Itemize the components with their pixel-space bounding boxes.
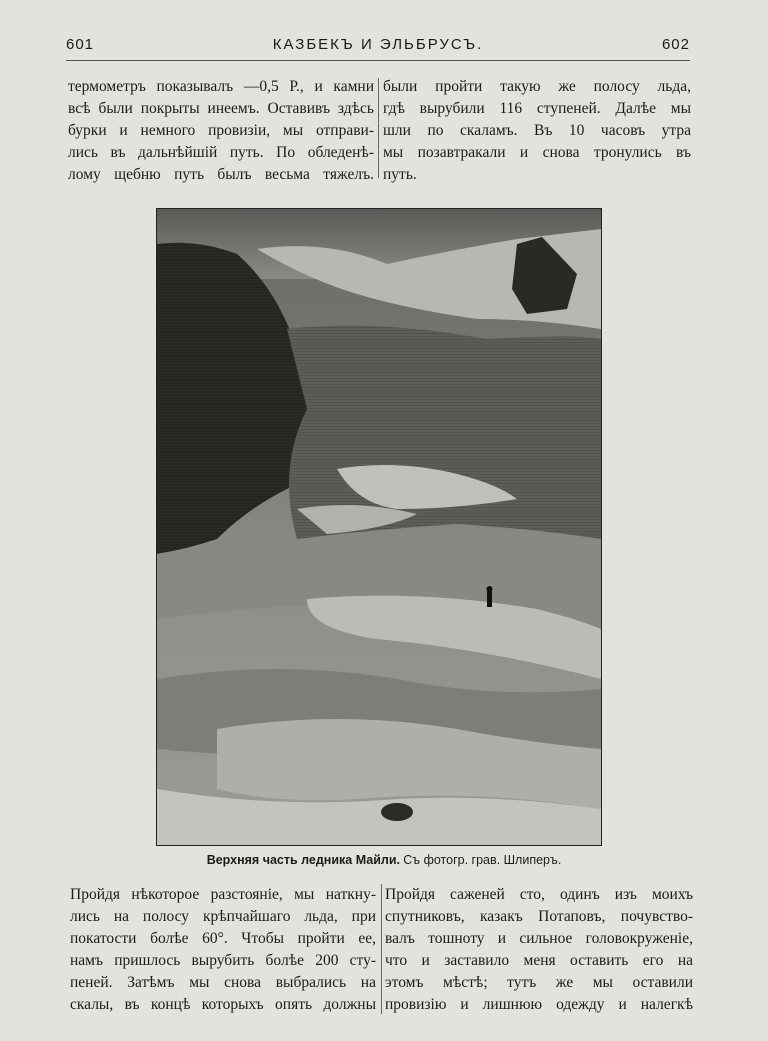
figure-caption — [0, 852, 768, 868]
text-line: намъ пришлось вырубить болѣе 200 сту- — [70, 952, 376, 969]
text-line: были пройти такую же полосу льда, — [383, 78, 691, 95]
text-column-top-right — [383, 76, 691, 186]
column-divider — [378, 78, 379, 178]
text-line: мы позавтракали и снова тронулись въ — [383, 144, 691, 161]
text-line: пеней. Затѣмъ мы снова выбрались на — [70, 974, 376, 991]
caption-title: Верхняя часть ледника Майли. — [206, 853, 401, 867]
text-line: термометръ показывалъ —0,5 Р., и камни — [68, 78, 374, 95]
caption-credit: Съ фотогр. грав. Шлиперъ. — [403, 853, 562, 867]
text-line: покатости болѣе 60°. Чтобы пройти ее, — [70, 930, 376, 947]
text-line: бурки и немного провизіи, мы отправи- — [68, 122, 374, 139]
text-line: всѣ были покрыты инеемъ. Оставивъ здѣсь — [68, 100, 374, 117]
text-line: скалы, въ концѣ которыхъ опять должны — [70, 996, 376, 1013]
text-line: путь. — [383, 166, 417, 183]
right-page-number: 602 — [661, 36, 690, 53]
text-line: что и заставило меня оставить его на — [385, 952, 693, 969]
left-page-number: 601 — [66, 36, 95, 53]
text-column-bottom-right — [385, 884, 693, 1016]
text-line: Пройдя саженей сто, одинъ изъ моихъ — [385, 886, 693, 903]
header-rule — [66, 60, 690, 61]
text-line: спутниковъ, казакъ Потаповъ, почувство- — [385, 908, 693, 925]
text-line: провизію и лишнюю одежду и налегкѣ — [385, 996, 693, 1013]
column-divider — [381, 884, 382, 1014]
running-title: КАЗБЕКЪ И ЭЛЬБРУСЪ. — [272, 36, 484, 53]
text-line: гдѣ вырубили 116 ступеней. Далѣе мы — [383, 100, 691, 117]
text-column-bottom-left — [70, 884, 376, 1016]
text-line: лись на полосу крѣпчайшаго льда, при — [70, 908, 376, 925]
text-column-top-left — [68, 76, 374, 186]
text-line: лись въ дальнѣйшій путь. По обледенѣ- — [68, 144, 374, 161]
text-line: валъ тошноту и сильное головокруженіе, — [385, 930, 693, 947]
running-header — [66, 36, 690, 58]
glacier-engraving — [156, 208, 602, 846]
text-line: шли по скаламъ. Въ 10 часовъ утра — [383, 122, 691, 139]
text-line: лому щебню путь былъ весьма тяжелъ. — [68, 166, 374, 183]
text-line: Пройдя нѣкоторое разстояніе, мы наткну- — [70, 886, 376, 903]
text-line: этомъ мѣстѣ; тутъ же мы оставили — [385, 974, 693, 991]
